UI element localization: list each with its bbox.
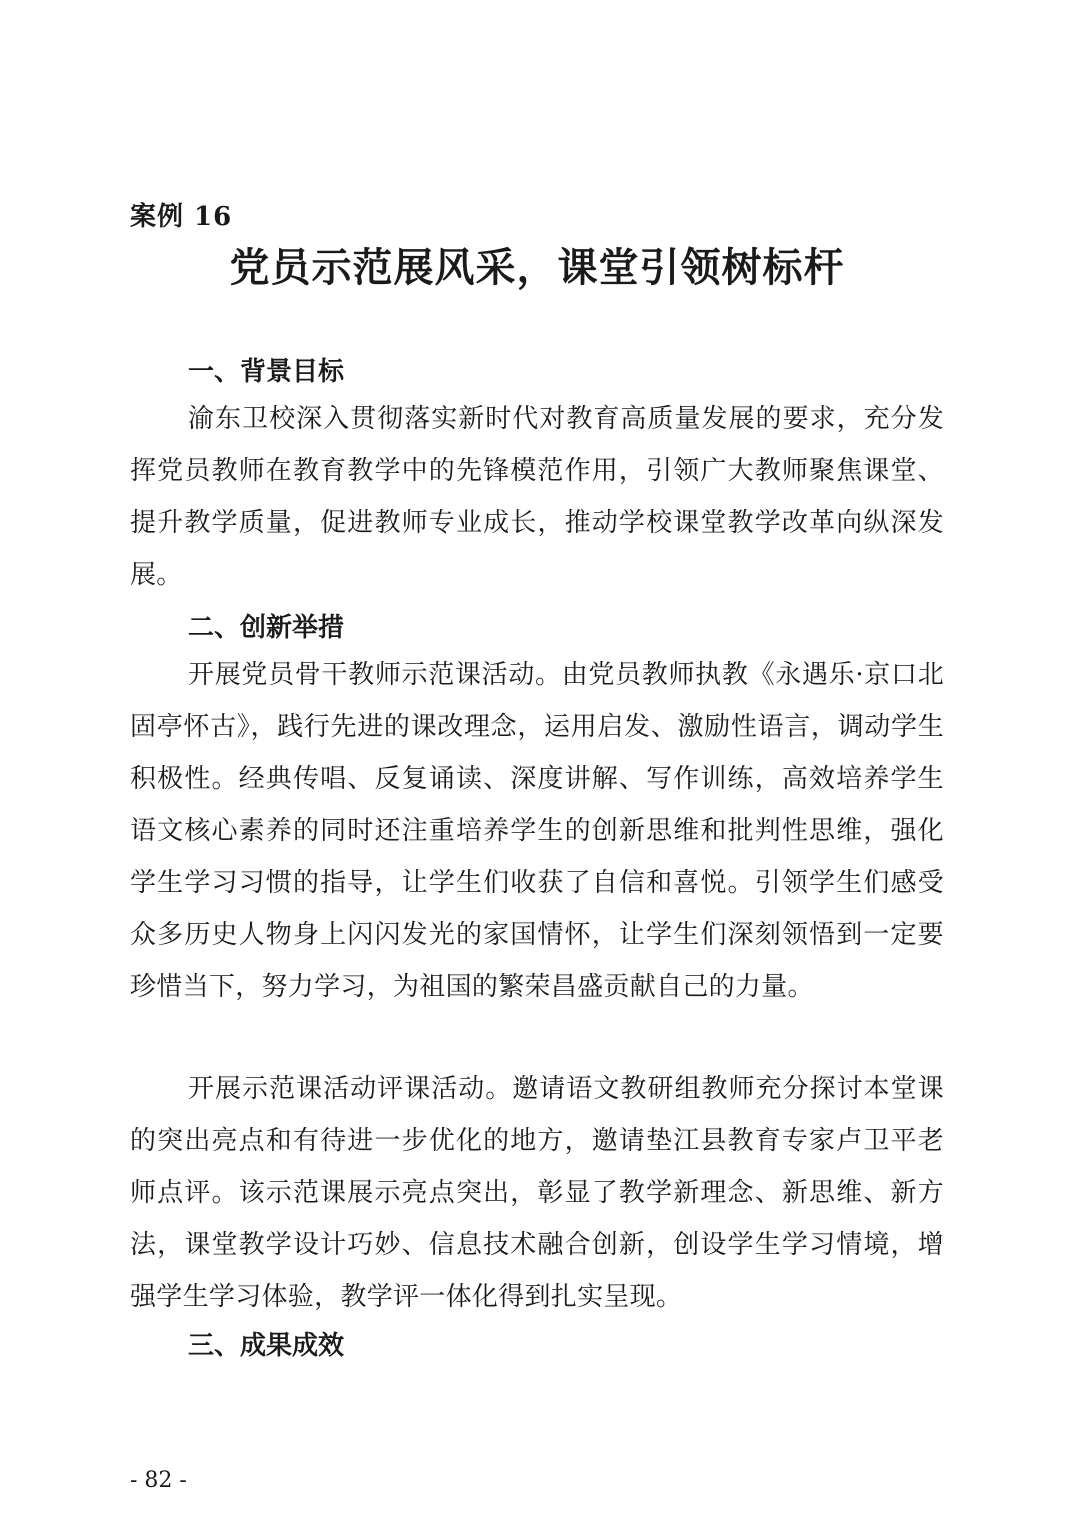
section-heading-results: 三、成果成效 bbox=[188, 1331, 345, 1361]
page-number: - 82 - bbox=[130, 1468, 187, 1493]
section-heading-background: 一、背景目标 bbox=[188, 357, 345, 387]
document-title: 党员示范展风采，课堂引领树标杆 bbox=[229, 244, 845, 291]
case-label: 案例 16 bbox=[130, 202, 233, 232]
paragraph-background: 渝东卫校深入贯彻落实新时代对教育高质量发展的要求，充分发挥党员教师在教育教学中的先锋模范作用，引领广大教师聚焦课堂、提升教学质量，促进教师专业成长，推动学校课堂教学改革向纵深发展。 bbox=[130, 404, 944, 590]
paragraph-demo-class: 开展党员骨干教师示范课活动。由党员教师执教《永遇乐·京口北固亭怀古》，践行先进的课改理念，运用启发、激励性语言，调动学生积极性。经典传唱、反复诵读、深度讲解、写作训练，高效培养学生语文核心素养的同时还注重培养学生的创新思维和批判性思维，强化学生学习习惯的指导，让学生们收获了自信和喜悦。引领学生们感受众多历史人物身上闪闪发光的家国情怀，让学生们深刻领悟到一定要珍惜当下，努力学习，为祖国的繁荣昌盛贡献自己的力量。 bbox=[130, 660, 944, 1002]
paragraph-evaluation: 开展示范课活动评课活动。邀请语文教研组教师充分探讨本堂课的突出亮点和有待进一步优化的地方，邀请垫江县教育专家卢卫平老师点评。该示范课展示亮点突出，彰显了教学新理念、新思维、新方法，课堂教学设计巧妙、信息技术融合创新，创设学生学习情境，增强学生学习体验，教学评一体化得到扎实呈现。 bbox=[130, 1074, 944, 1312]
section-heading-measures: 二、创新举措 bbox=[188, 613, 345, 643]
